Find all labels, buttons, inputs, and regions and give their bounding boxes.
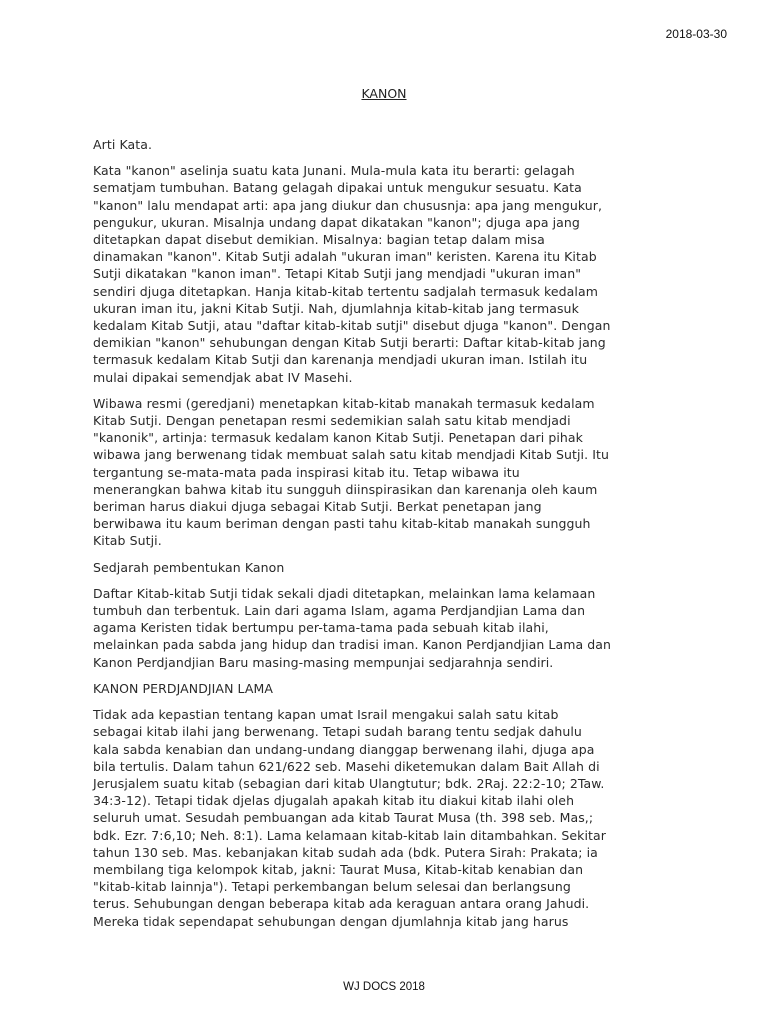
- text-line: Sutji dikatakan "kanon iman". Tetapi Kitab Sutji jang mendjadi "ukuran iman": [93, 266, 582, 282]
- paragraph: [93, 136, 679, 153]
- paragraph: [93, 559, 679, 576]
- paragraph: [93, 162, 679, 386]
- text-line: dinamakan "kanon". Kitab Sutji adalah "ukuran iman" keristen. Karena itu Kitab: [93, 249, 597, 265]
- text-line: Kanon Perdjandjian Baru masing-masing mempunjai sedjarahnja sendiri.: [93, 654, 554, 670]
- text-line: "kitab-kitab lainnja"). Tetapi perkembangan belum selesai dan berlangsung: [93, 879, 571, 895]
- text-line: ditetapkan dapat disebut demikian. Misalnya: bagian tetap dalam misa: [93, 232, 545, 248]
- text-line: beriman harus diakui djuga sebagai Kitab Sutji. Berkat penetapan jang: [93, 499, 542, 515]
- text-line: membilang tiga kelompok kitab, jakni: Taurat Musa, Kitab-kitab kenabian dan: [93, 861, 584, 877]
- text-line: wibawa jang berwenang tidak membuat salah satu kitab mendjadi Kitab Sutji. Itu: [93, 447, 609, 463]
- text-line: Jerusjalem suatu kitab (sebagian dari kitab Ulangtutur; bdk. 2Raj. 22:2-10; 2Taw.: [93, 775, 605, 791]
- text-line: kedalam Kitab Sutji, atau "daftar kitab-kitab sutji" disebut djuga "kanon". Dengan: [93, 318, 611, 334]
- text-line: Sedjarah pembentukan Kanon: [93, 559, 285, 575]
- text-line: KANON PERDJANDJIAN LAMA: [93, 680, 274, 696]
- page-footer: WJ DOCS 2018: [343, 981, 425, 993]
- page-title: KANON: [361, 86, 407, 101]
- text-line: menerangkan bahwa kitab itu sungguh diinspirasikan dan karenanja oleh kaum: [93, 481, 598, 497]
- document-body: [93, 136, 679, 939]
- paragraph: [93, 680, 679, 697]
- text-line: Wibawa resmi (geredjani) menetapkan kitab-kitab manakah termasuk kedalam: [93, 395, 595, 411]
- text-line: "kanon" lalu mendapat arti: apa jang diukur dan chususnja: apa jang mengukur,: [93, 197, 603, 213]
- text-line: mulai dipakai semendjak abat IV Masehi.: [93, 369, 353, 385]
- text-line: Arti Kata.: [93, 137, 153, 152]
- page-date: 2018-03-30: [665, 27, 727, 41]
- text-line: kala sabda kenabian dan undang-undang dianggap berwenang ilahi, djuga apa: [93, 741, 595, 757]
- text-line: Daftar Kitab-kitab Sutji tidak sekali djadi ditetapkan, melainkan lama kelamaan: [93, 585, 596, 601]
- text-line: bdk. Ezr. 7:6,10; Neh. 8:1). Lama kelamaan kitab-kitab lain ditambahkan. Sekitar: [93, 827, 606, 843]
- text-line: Kitab Sutji. Dengan penetapan resmi sedemikian salah satu kitab mendjadi: [93, 413, 571, 429]
- text-line: seluruh umat. Sesudah pembuangan ada kitab Taurat Musa (th. 398 seb. Mas,;: [93, 810, 594, 826]
- text-line: ukuran iman itu, jakni Kitab Sutji. Nah, djumlahnja kitab-kitab jang termasuk: [93, 300, 579, 316]
- text-line: bila tertulis. Dalam tahun 621/622 seb. Masehi diketemukan dalam Bait Allah di: [93, 758, 600, 774]
- text-line: "kanonik", artinja: termasuk kedalam kanon Kitab Sutji. Penetapan dari pihak: [93, 430, 583, 446]
- text-line: Mereka tidak sependapat sehubungan dengan djumlahnja kitab jang harus: [93, 913, 569, 929]
- text-line: berwibawa itu kaum beriman dengan pasti tahu kitab-kitab manakah sungguh: [93, 516, 591, 532]
- text-line: tahun 130 seb. Mas. kebanjakan kitab sudah ada (bdk. Putera Sirah: Prakata; ia: [93, 844, 598, 860]
- text-line: agama Keristen tidak bertumpu per-tama-tama pada sebuah kitab ilahi,: [93, 620, 549, 636]
- text-line: Kata "kanon" aselinja suatu kata Junani. Mula-mula kata itu berarti: gelagah: [93, 163, 575, 179]
- text-line: 34:3-12). Tetapi tidak djelas djugalah apakah kitab itu diakui kitab ilahi oleh: [93, 793, 575, 809]
- text-line: tumbuh dan terbentuk. Lain dari agama Islam, agama Perdjandjian Lama dan: [93, 603, 586, 619]
- text-line: sendiri djuga ditetapkan. Hanja kitab-kitab tertentu sadjalah termasuk kedalam: [93, 283, 598, 299]
- text-line: tergantung se-mata-mata pada inspirasi kitab itu. Tetap wibawa itu: [93, 464, 520, 480]
- text-line: termasuk kedalam Kitab Sutji dan karenanja mendjadi ukuran iman. Istilah itu: [93, 352, 588, 368]
- text-line: pengukur, ukuran. Misalnja undang dapat dikatakan "kanon"; djuga apa jang: [93, 214, 580, 230]
- text-line: demikian "kanon" sehubungan dengan Kitab Sutji berarti: Daftar kitab-kitab jang: [93, 335, 606, 351]
- paragraph: [93, 395, 679, 550]
- paragraph: [93, 706, 679, 930]
- text-line: melainkan pada sabda jang hidup dan tradisi iman. Kanon Perdjandjian Lama dan: [93, 637, 612, 653]
- text-line: Kitab Sutji.: [93, 533, 162, 549]
- text-line: terus. Sehubungan dengan beberapa kitab ada keraguan antara orang Jahudi.: [93, 896, 590, 912]
- paragraph: [93, 585, 679, 671]
- text-line: sematjam tumbuhan. Batang gelagah dipakai untuk mengukur sesuatu. Kata: [93, 180, 582, 196]
- text-line: Tidak ada kepastian tentang kapan umat Israil mengakui salah satu kitab: [93, 707, 559, 723]
- text-line: sebagai kitab ilahi jang berwenang. Tetapi sudah barang tentu sedjak dahulu: [93, 724, 582, 740]
